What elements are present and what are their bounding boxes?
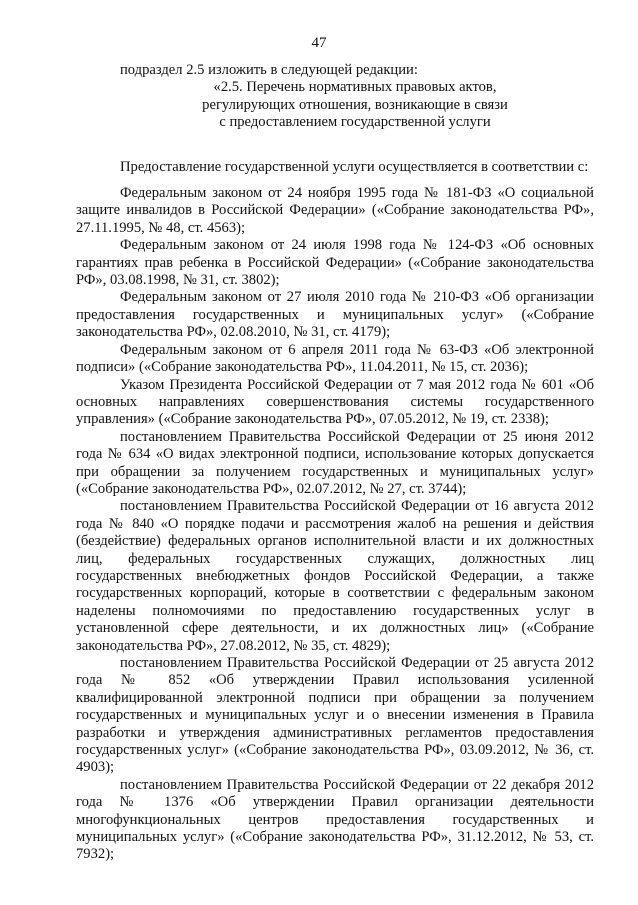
paragraph-list [76, 159, 594, 864]
heading-line: «2.5. Перечень нормативных правовых актов, [213, 79, 497, 96]
document-body [76, 62, 594, 864]
paragraph: Указом Президента Российской Федерации от 7 мая 2012 года № 601 «Об основных направлениях совершенствования системы государственного управления» («Собрание законодательства РФ», 07.05.2012, № 19, ст. 2338); [76, 376, 594, 428]
paragraph: Федеральным законом от 24 ноября 1995 года № 181-ФЗ «О социальной защите инвалидов в Российской Федерации» («Собрание законодательства РФ», 27.11.1995, № 48, ст. 4563); [76, 185, 594, 236]
paragraph: постановлением Правительства Российской Федерации от 16 августа 2012 года № 840 «О порядке подачи и рассмотрения жалоб на решения и действия (бездействие) федеральных органов исполнительной власти и их должностных лиц, федеральных государственных служащих, должностных лиц государственных внебюджетных фондов Российской Федерации, а также государственных корпораций, которые в соответствии с федеральным законом наделены полномочиями по предоставлению государственных услуг в установленной сфере деятельности, и их должностных лиц» («Собрание законодательства РФ», 27.08.2012, № 35, ст. 4829); [76, 498, 594, 654]
page-number: 47 [311, 35, 327, 51]
heading-line: регулирующих отношения, возникающие в связи [202, 96, 508, 113]
paragraph: Федеральным законом от 24 июля 1998 года № 124-ФЗ «Об основных гарантиях прав ребенка в Российской Федерации» («Собрание законодательства РФ», 03.08.1998, № 31, ст. 3802); [76, 237, 594, 289]
paragraph: постановлением Правительства Российской Федерации от 25 августа 2012 года № 852 «Об утверждении Правил использования усиленной квалифицированной электронной подписи при обращении за получением государственных и муниципальных услуг и о внесении изменения в Правила разработки и утверждения административных регламентов предоставления государственных услуг» («Собрание законодательства РФ», 03.09.2012, № 36, ст. 4903); [76, 655, 594, 776]
paragraph: постановлением Правительства Российской Федерации от 22 декабря 2012 года № 1376 «Об утверждении Правил организации деятельности многофункциональных центров предоставления государственных и муниципальных услуг» («Собрание законодательства РФ», 31.12.2012, № 53, ст. 7932); [76, 776, 594, 863]
paragraph: Федеральным законом от 6 апреля 2011 года № 63-ФЗ «Об электронной подписи» («Собрание законодательства РФ», 11.04.2011, № 15, ст. 2036); [76, 341, 594, 376]
section-heading [76, 79, 594, 131]
intro-line: подраздел 2.5 изложить в следующей редакции: [120, 62, 418, 78]
paragraph: Предоставление государственной услуги осуществляется в соответствии с: [120, 158, 589, 175]
paragraph: постановлением Правительства Российской Федерации от 25 июня 2012 года № 634 «О видах электронной подписи, использование которых допускается при обращении за получением государственных и муниципальных услуг» («Собрание законодательства РФ», 02.07.2012, № 27, ст. 3744); [76, 428, 594, 497]
heading-line: с предоставлением государственной услуги [219, 114, 491, 131]
paragraph: Федеральным законом от 27 июля 2010 года № 210-ФЗ «Об организации предоставления государственных и муниципальных услуг» («Собрание законодательства РФ», 02.08.2010, № 31, ст. 4179); [76, 289, 594, 341]
